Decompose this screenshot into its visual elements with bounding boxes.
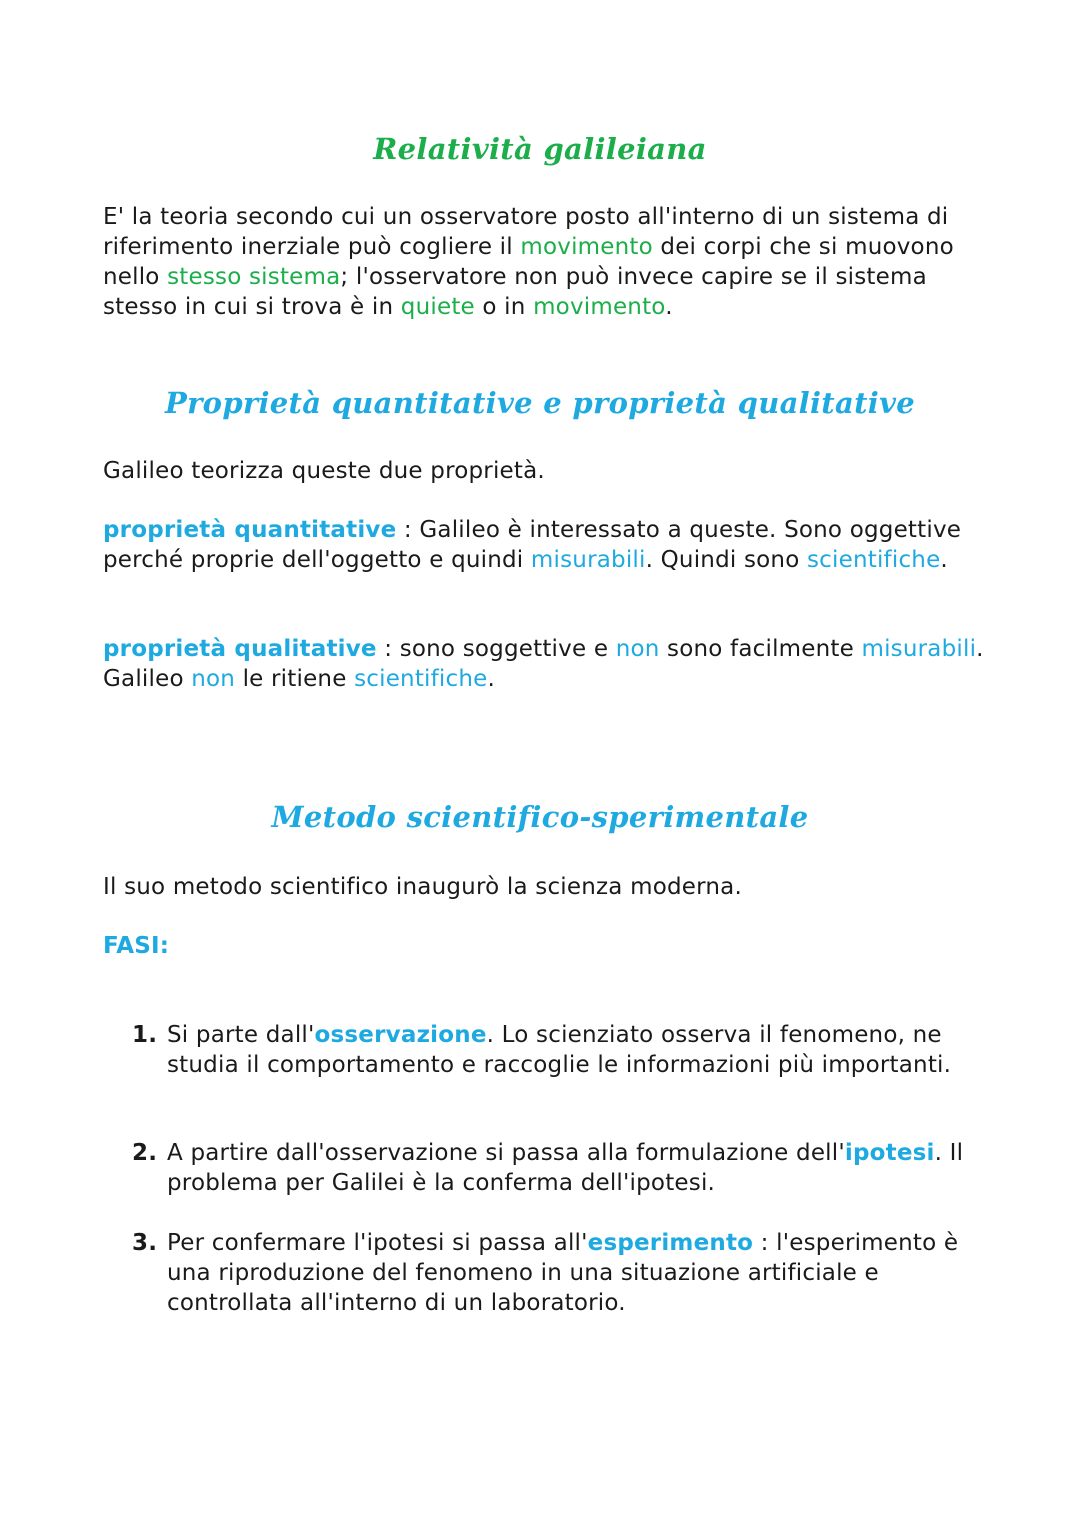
qualitative-paragraph: proprietà qualitative : sono soggettive e non sono facilmente misurabili. Galileo non le ritiene scientifiche. <box>103 636 984 692</box>
list-number: 2. <box>132 1140 158 1166</box>
quantitative-label: proprietà quantitative <box>103 517 397 543</box>
section-title-relativita: Relatività galileiana <box>373 132 707 166</box>
list-item: 3. Per confermare l'ipotesi si passa all'esperimento : l'esperimento è una riproduzione del fenomeno in una situazione artificiale e controllata all'interno di un laboratorio. <box>132 1230 959 1316</box>
phases-label: FASI: <box>103 933 170 959</box>
list-number: 3. <box>132 1230 158 1256</box>
relativita-paragraph: E' la teoria secondo cui un osservatore posto all'interno di un sistema di riferimento inerziale può cogliere il movimento dei corpi che si muovono nello stesso sistema; l'osservatore non può invece capire se il sistema stesso in cui si trova è in quiete o in movimento. <box>103 204 954 320</box>
list-item: 1. Si parte dall'osservazione. Lo scienziato osserva il fenomeno, ne studia il comportamento e raccoglie le informazioni più importanti. <box>132 1022 952 1078</box>
section-title-proprieta: Proprietà quantitative e proprietà qualitative <box>164 386 915 420</box>
section-title-metodo: Metodo scientifico-sperimentale <box>271 800 809 834</box>
proprieta-intro: Galileo teorizza queste due proprietà. <box>103 458 545 484</box>
metodo-intro: Il suo metodo scientifico inaugurò la scienza moderna. <box>103 874 742 900</box>
list-item: 2. A partire dall'osservazione si passa alla formulazione dell'ipotesi. Il problema per Galilei è la conferma dell'ipotesi. <box>132 1140 964 1196</box>
qualitative-label: proprietà qualitative <box>103 636 377 662</box>
list-number: 1. <box>132 1022 158 1048</box>
quantitative-paragraph: proprietà quantitative : Galileo è interessato a queste. Sono oggettive perché proprie dell'oggetto e quindi misurabili. Quindi sono scientifiche. <box>103 517 962 573</box>
